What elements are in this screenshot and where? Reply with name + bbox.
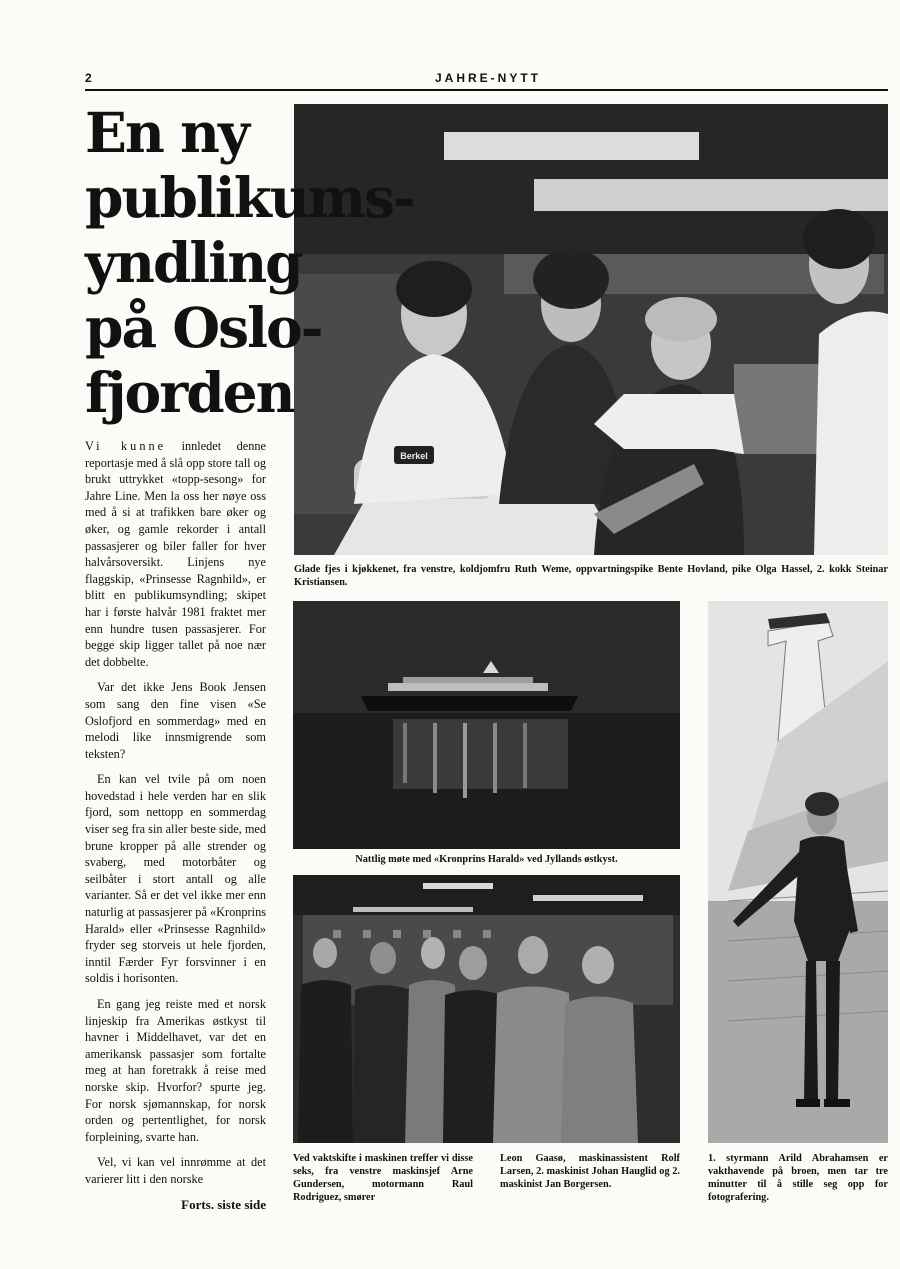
engine-crew-caption-part1: Ved vaktskifte i maskinen treffer vi disse seks, fra venstre maskinsjef Arne Gundersen, motormann Raul Rodriguez, smører bbox=[293, 1153, 473, 1203]
officer-caption: 1. styrmann Arild Abrahamsen er vakthavende på broen, men tar tre minutter til å stille seg opp for fotografering. bbox=[708, 1153, 888, 1203]
headline-line: yndling bbox=[85, 230, 302, 295]
headline-line: fjorden bbox=[85, 360, 294, 425]
header-rule bbox=[85, 89, 888, 91]
paragraph-text: innledet denne reportasje med å slå opp store tall og brukt uttrykket «topp-sesong» for Jahre Line. Men la oss her nøye oss med å si at trafikken bare øker og øker, og gamle rekorder i antall passasjerer og biler faller for hver halvårsoversikt. Linjens nye flaggskip, «Prinsesse Ragnhild», er blitt en publikumsyndling; skipet har i første halvår 1981 fraktet mer enn hundre tusen passasjerer. For begge skip ligger tallet på noe nær det dobbelte. bbox=[85, 439, 267, 669]
engine-crew-caption-part2: Leon Gaasø, maskinassistent Rolf Larsen, 2. maskinist Johan Hauglid og 2. maskinist Jan Borgersen. bbox=[500, 1153, 680, 1190]
berkel-label: Berkel bbox=[400, 451, 428, 461]
article-headline bbox=[85, 100, 414, 425]
night-ship-photo bbox=[293, 601, 680, 849]
page-number: 2 bbox=[85, 71, 92, 85]
article-paragraph: En gang jeg reiste med et norsk linjeskip fra Amerikas østkyst til havner i Middelhavet, var det en amerikansk passasjer som fortalte meg at han foretrakk å reise med norske skip. Hvorfor? spurte jeg. For norsk sjømannskap, for norsk orden og pertentlighet, for norsk forpleining, svarte han. bbox=[85, 997, 266, 1144]
headline-line: publikums- bbox=[85, 165, 414, 230]
lead-in: Vi kunne bbox=[85, 439, 167, 453]
night-ship-caption: Nattlig møte med «Kronprins Harald» ved Jyllands østkyst. bbox=[355, 854, 618, 865]
article-paragraph: Var det ikke Jens Book Jensen som sang den fine visen «Se Oslofjord en sommerdag» med en melodi like innsmigrende som teksten? bbox=[85, 680, 266, 761]
publication-title: JAHRE-NYTT bbox=[435, 71, 542, 85]
engine-crew-photo bbox=[293, 875, 680, 1143]
article-paragraph: Vel, vi kan vel innrømme at det varierer litt i den norske bbox=[85, 1155, 266, 1186]
continued-note: Forts. siste side bbox=[181, 1196, 266, 1212]
headline-line: En ny bbox=[85, 100, 249, 165]
kitchen-caption: Glade fjes i kjøkkenet, fra venstre, koldjomfru Ruth Weme, oppvartningspike Bente Hovland, pike Olga Hassel, 2. kokk Steinar Kristiansen. bbox=[294, 564, 888, 588]
article-body bbox=[85, 438, 266, 1222]
article-paragraph: En kan vel tvile på om noen hovedstad i hele verden har en slik fjord, som nettopp en sommerdag viser seg fra sin aller beste side, med brune kropper på alle strender og svaberg, med motorbåter og seilbåter i stort antall og alle varianter. Så er det vel ikke mer enn naturlig at passasjerer på «Kronprins Harald» eller «Prinsesse Ragnhild» fryder seg storveis ut hele fjorden, inntil Færder Fyr forsvinner i en soldis i horisonten. bbox=[85, 772, 266, 986]
headline-line: på Oslo- bbox=[85, 295, 322, 360]
article-paragraph bbox=[85, 438, 266, 670]
officer-photo bbox=[708, 601, 888, 1143]
